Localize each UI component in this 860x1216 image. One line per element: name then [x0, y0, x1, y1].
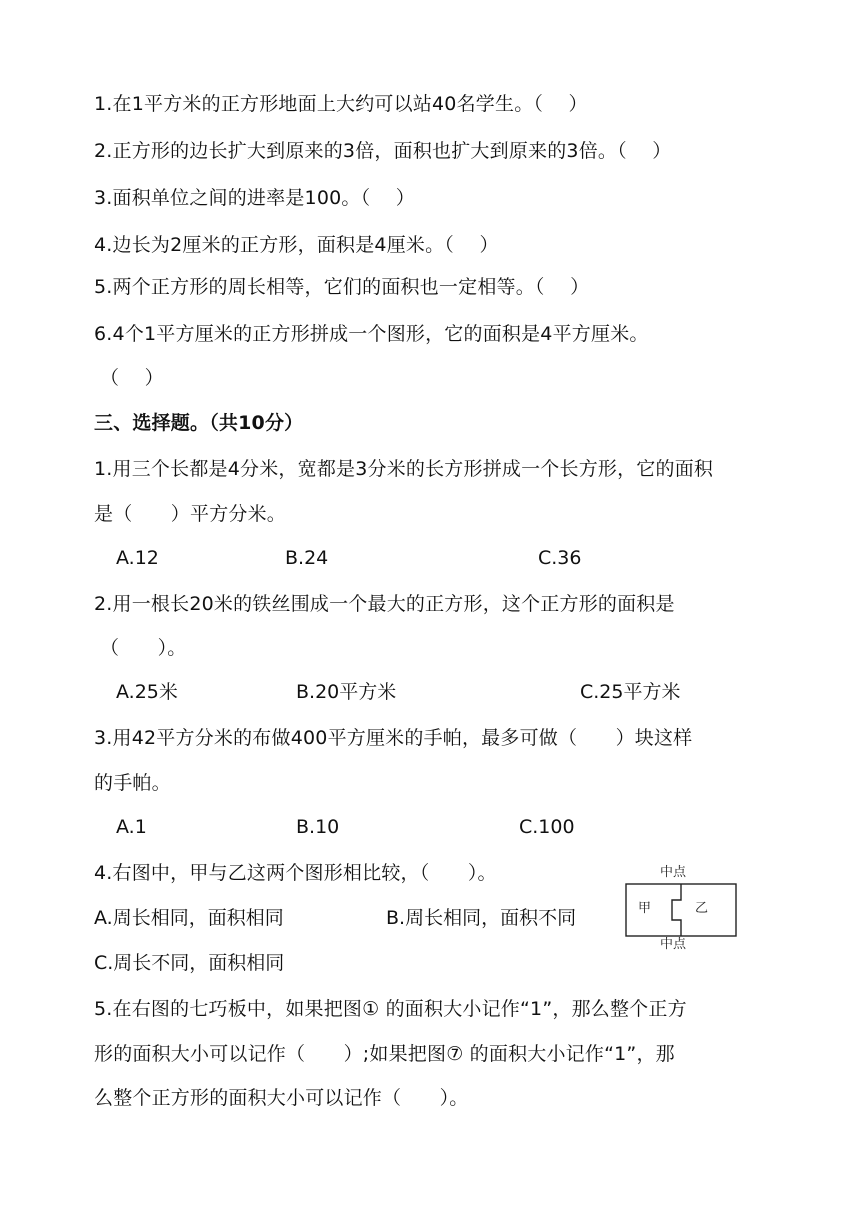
figure-jia-yi	[620, 862, 742, 952]
question-2-option-a: A.25米	[116, 681, 178, 703]
judgment-item-4: 4.边长为2厘米的正方形，面积是4厘米。（ ）	[94, 234, 499, 256]
question-4-option-b: B.周长相同，面积不同	[386, 907, 577, 929]
question-4-option-c: C.周长不同，面积相同	[94, 952, 285, 974]
figure-right-label: 乙	[695, 901, 709, 916]
question-4-line-1: 4.右图中，甲与乙这两个图形相比较，（ ）。	[94, 862, 497, 884]
question-1-option-c: C.36	[538, 547, 582, 569]
figure-bottom-label: 中点	[660, 937, 687, 952]
judgment-item-2: 2.正方形的边长扩大到原来的3倍，面积也扩大到原来的3倍。（ ）	[94, 140, 672, 162]
question-1-line-2: 是（ ）平方分米。	[94, 503, 287, 525]
question-2-line-2: （ ）。	[100, 637, 187, 659]
judgment-item-1: 1.在1平方米的正方形地面上大约可以站40名学生。（ ）	[94, 93, 588, 115]
figure-top-label: 中点	[660, 865, 687, 880]
judgment-item-6: 6.4个1平方厘米的正方形拼成一个图形，它的面积是4平方厘米。	[94, 323, 649, 345]
question-3-line-2: 的手帕。	[94, 772, 171, 794]
question-5-line-1: 5.在右图的七巧板中，如果把图① 的面积大小记作“1”，那么整个正方	[94, 998, 687, 1020]
judgment-item-5: 5.两个正方形的周长相等，它们的面积也一定相等。（ ）	[94, 276, 590, 298]
question-3-option-a: A.1	[116, 816, 147, 838]
question-1-line-1: 1.用三个长都是4分米，宽都是3分米的长方形拼成一个长方形，它的面积	[94, 458, 714, 480]
question-2-option-c: C.25平方米	[580, 681, 681, 703]
question-5-line-3: 么整个正方形的面积大小可以记作（ ）。	[94, 1087, 469, 1109]
figure-left-label: 甲	[638, 901, 652, 916]
question-1-option-a: A.12	[116, 547, 159, 569]
question-2-option-b: B.20平方米	[296, 681, 397, 703]
judgment-item-6-blank: （ ）	[100, 367, 164, 389]
question-4-option-a: A.周长相同，面积相同	[94, 907, 284, 929]
question-5-line-2: 形的面积大小可以记作（ ）;如果把图⑦ 的面积大小记作“1”，那	[94, 1043, 675, 1065]
question-3-option-b: B.10	[296, 816, 340, 838]
question-1-option-b: B.24	[285, 547, 329, 569]
question-2-line-1: 2.用一根长20米的铁丝围成一个最大的正方形，这个正方形的面积是	[94, 593, 675, 615]
question-3-option-c: C.100	[519, 816, 575, 838]
section-title: 三、选择题。（共10分）	[94, 412, 304, 434]
judgment-item-3: 3.面积单位之间的进率是100。（ ）	[94, 187, 415, 209]
question-3-line-1: 3.用42平方分米的布做400平方厘米的手帕，最多可做（ ）块这样	[94, 727, 693, 749]
